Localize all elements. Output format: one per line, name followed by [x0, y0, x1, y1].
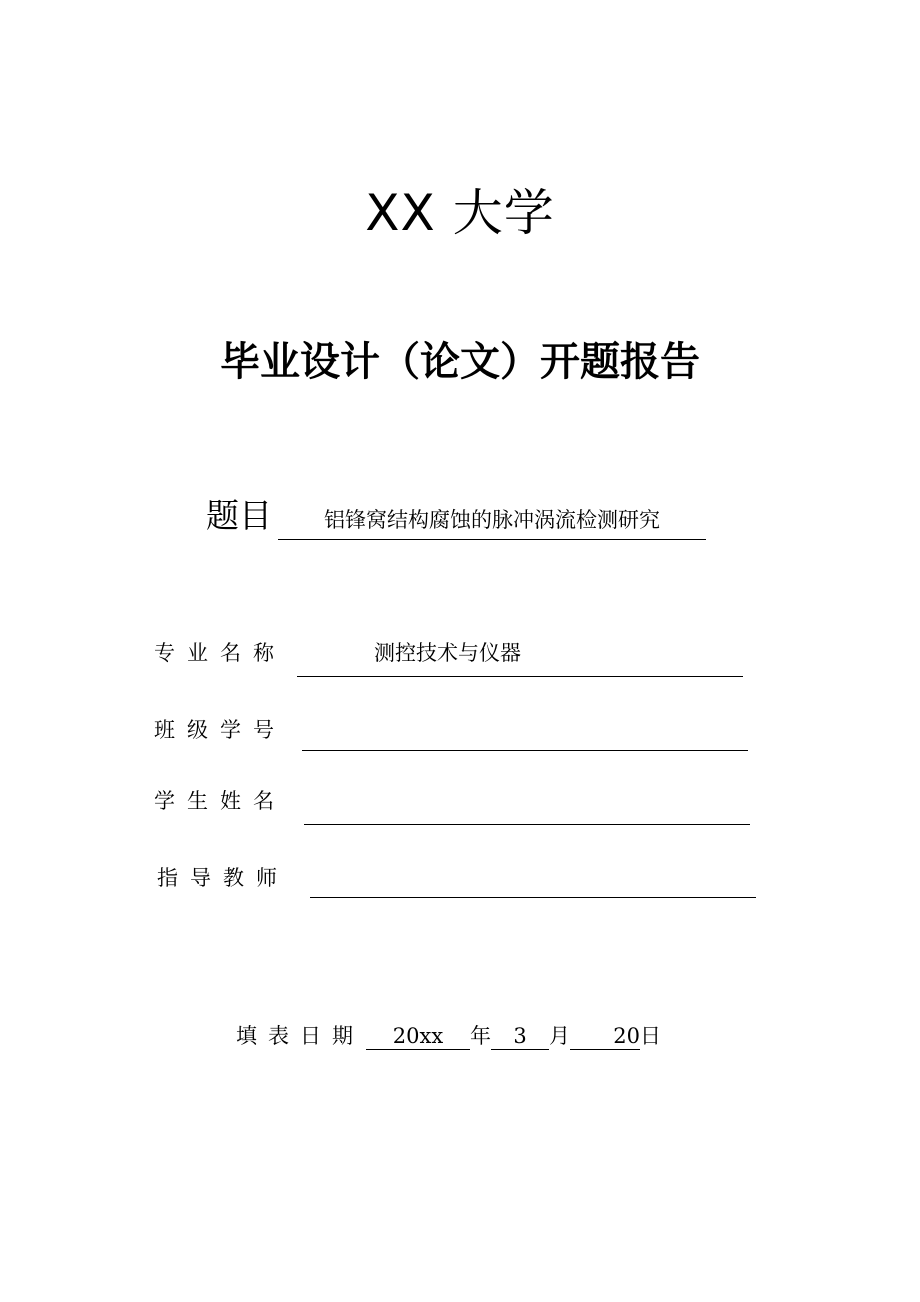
- fill-date-month-unit: 月: [549, 1024, 570, 1048]
- topic-underline: [278, 539, 706, 540]
- major-value[interactable]: 测控技术与仪器: [374, 641, 521, 665]
- fill-date-label: 填表日期: [236, 1024, 364, 1048]
- fill-date-day-unit: 日: [640, 1024, 661, 1048]
- fill-date-row: [236, 1021, 661, 1051]
- advisor-underline: [310, 897, 756, 898]
- class-id-underline: [302, 750, 748, 751]
- class-id-label: 班级学号: [154, 718, 286, 742]
- major-underline: [297, 676, 743, 677]
- student-name-underline: [304, 824, 750, 825]
- fill-date-year[interactable]: 20xx: [366, 1023, 470, 1050]
- fill-date-day[interactable]: 20: [570, 1023, 640, 1050]
- fill-date-month[interactable]: 3: [491, 1023, 549, 1050]
- university-name: XX 大学: [365, 184, 555, 242]
- topic-label: 题目: [206, 496, 272, 535]
- major-label: 专业名称: [154, 641, 286, 665]
- advisor-label: 指导教师: [157, 866, 289, 890]
- student-name-label: 学生姓名: [154, 789, 286, 813]
- fill-date-year-unit: 年: [470, 1024, 491, 1048]
- topic-value[interactable]: 铝锋窝结构腐蚀的脉冲涡流检测研究: [324, 508, 660, 532]
- report-title: 毕业设计（论文）开题报告: [220, 339, 700, 385]
